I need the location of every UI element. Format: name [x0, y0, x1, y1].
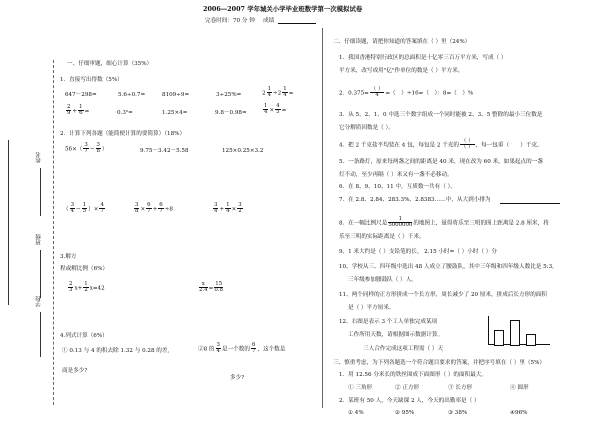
calc-item: 9.8－0.98=: [215, 110, 247, 116]
question-2-12-c: 三人合作完成这项工程需（ ）天: [363, 346, 444, 352]
margin-class-label: 班级: [36, 234, 42, 245]
equation-1: $\frac{2}{3}$ x+ $\frac{1}{2}$ x=42: [69, 281, 105, 294]
bar-figure-axis-y: [488, 316, 489, 344]
choice-2-option: ① 4%: [348, 410, 364, 416]
question-2-7: 7．在 2.8、2.84、283.3%、2.8383……中，从大到小排为: [339, 197, 491, 203]
question-2-4: 4．把 2 千克盐平均装在 4 包，每包是 2 千克的 $\frac{( )}{( )}$ ，每一包重（ ）千克。: [339, 138, 543, 151]
question-2-3: 3．从 5、2、1、0 中选三个数字组成一个同时能被 2、3、5 整除的最小三位数是: [339, 112, 543, 118]
question-2-12-b: 工作所用天数，请根据图示数据计算。: [348, 332, 444, 338]
choice-2-option: ④96%: [510, 410, 528, 416]
choice-1-option: ③ 长方形: [448, 385, 473, 391]
question-2-8-b: 乐至三明的实际距离是（ ）千米。: [339, 234, 425, 240]
choice-question-1: 1．用 12.56 分米长的铁丝围成下面图形（ ）的面积最大。: [339, 372, 487, 378]
bar-worker-1: [494, 330, 504, 346]
calc-item: 647－298=: [65, 92, 97, 98]
question-2-11-b: 是（ ）平方厘米。: [348, 305, 395, 311]
score-blank: [278, 23, 316, 24]
question-2-1-b: 平方米，改写成用"亿"作单位的数是（ ）平方米。: [339, 68, 464, 74]
question-2-3-b: 它分解质因数是（ ）。: [339, 125, 394, 131]
subsection-1-4: 4.列式计算（6%）: [60, 333, 108, 339]
question-2-2: 2．0.375= $\frac{( )}{4}$ =（ ）÷16=（ ）：8=（ ）%: [339, 86, 474, 99]
margin-class-line: [40, 250, 41, 298]
word-problem-1: ① 0.13 与 4 的积去除 1.32 与 0.28 的差,: [62, 348, 170, 354]
exam-time: 完卷时间：70 分 钟: [205, 18, 255, 24]
question-2-1: 1．我国香港特别行政区的总面积是十亿零三百万平方米，写成（ ）: [339, 55, 507, 61]
choice-question-2: 2．某班有 50 人，今天缺课 2 人，今天的出勤率是（ ）: [339, 398, 480, 404]
score-label: 成绩: [263, 18, 275, 24]
question-2-8: 8．在一幅比例尺是 $\frac{1}{5000000}$ 的地图上，量得将乐至三明的图上距离是 2.8 厘米，将: [339, 216, 549, 229]
question-2-9: 9、1 米大约是（ ）支铅笔的长。 2.15 小时=（ ）小时（ ）分: [339, 249, 497, 255]
question-2-11: 11、两个同样的正方形拼成一个长方形，周长减少了 20 厘米，拼成后长方形的面积: [339, 292, 547, 298]
word-problem-2-b: 多少?: [230, 375, 245, 381]
choice-1-option: ② 正方形: [395, 385, 420, 391]
question-2-6: 6．在 8、9、10、11 中，互质数一共有（ ）。: [339, 184, 456, 190]
choice-2-option: ② 95%: [395, 410, 415, 416]
subsection-1-3-b: 程或解比例（6%）: [60, 266, 109, 272]
calc-item-fraction: $\frac{2}{9}$ + $\frac{1}{6}$ =: [67, 104, 90, 117]
margin-school-label: 学校: [36, 296, 42, 307]
choice-1-option: ① 三角形: [348, 385, 373, 391]
calc-item-fraction: 2 $\frac{1}{4}$ ÷2 $\frac{1}{4}$ =: [262, 86, 294, 99]
calc-item-fraction: $\frac{3}{4}$ + $\frac{1}{4}$ × $\frac{3}{2}$: [214, 202, 242, 215]
margin-school-line: [40, 312, 41, 357]
calc-item: 1.25×4=: [162, 110, 188, 116]
word-problem-1-b: 商是多少?: [62, 368, 88, 374]
equation-2-eq: =: [208, 285, 214, 292]
choice-2-option: ③ 38%: [448, 410, 468, 416]
subsection-1-3: 3.解方: [60, 254, 77, 260]
calc-item-fraction: $\frac{1}{4}$ × $\frac{4}{5}$ =: [264, 103, 287, 116]
section-3-title: 三、慎重考虑，为下列各题选一个符合题目要求的答案，并把序号填在（ ）里（5%）: [333, 360, 546, 366]
page-title: 2006—2007 学年城关小学毕业班数学第一次模拟试卷: [203, 5, 363, 13]
margin-line-outer: [8, 140, 9, 305]
section-1-title: 一、仔细审题，细心计算（35%）: [67, 61, 153, 67]
question-2-12: 12、右图是表示 3 个工人单独完成某项: [339, 319, 438, 325]
calc-item-fraction: $\frac{3}{8}$ × $\frac{6}{7}$ + $\frac{6}{7}$ ÷8: [135, 202, 173, 215]
calc-item: 0.3²=: [117, 110, 133, 116]
calc-item: 125×0.25×3.2: [222, 148, 264, 154]
column-divider: [322, 28, 323, 408]
bar-worker-2: [510, 320, 520, 346]
calc-item: 8109÷9=: [162, 92, 190, 98]
equation-2-num: 15: [215, 281, 223, 287]
bar-worker-3: [526, 334, 536, 346]
equation-1-tail: x=42: [89, 285, 105, 292]
word-problem-2: ②8 的 $\frac{3}{4}$ 是一个数的 $\frac{6}{7}$ ，这个数是: [198, 342, 286, 355]
calc-item: 5.6÷0.7=: [118, 92, 146, 98]
equation-2: $\frac{x}{2.4}$ = $\frac{15}{0.8}$: [199, 281, 223, 294]
margin-line-inner: [53, 60, 54, 405]
choice-1-option: ④ 圆形: [510, 385, 529, 391]
subsection-1-2: 2．计算下列各题（能简便计算的要简算）（18%）: [60, 131, 186, 137]
equation-2-den: 0.8: [214, 287, 223, 294]
question-2-10: 10、学校从三、四年级中选出 48 人成立了腰鼓队，其中三年级和四年级人数比是 5:3,: [339, 264, 554, 270]
calc-item: 3÷25%=: [216, 92, 242, 98]
question-2-5-b: 灯不动，至少再隔（ ）米又有一盏不必移动。: [339, 172, 453, 178]
calc-item: 9.75－3.42－5.58: [140, 148, 189, 154]
question-2-5: 5．一条路灯，原来每两盏之间的距离是 40 米，现在改为 60 米，如果起点的一盏: [339, 159, 543, 165]
calc-item-fraction: （ $\frac{3}{4}$ − $\frac{1}{5}$ ）× $\frac{4}{7}$: [63, 202, 104, 215]
question-2-7-blank: [500, 203, 560, 204]
margin-name-line: [40, 168, 41, 216]
calc-item-fraction: 56×（ $\frac{3}{7}$ − $\frac{3}{8}$ ）: [65, 142, 108, 155]
margin-name-label: 姓名: [36, 152, 42, 163]
question-2-10-b: 三年级参加腰鼓队（ ）人。: [348, 277, 417, 283]
section-2-title: 二、仔细读题，请把你知道的答案填在（ ）里（24%）: [333, 39, 471, 45]
subsection-1-1: 1．直接写出得数（5%）: [60, 77, 123, 83]
